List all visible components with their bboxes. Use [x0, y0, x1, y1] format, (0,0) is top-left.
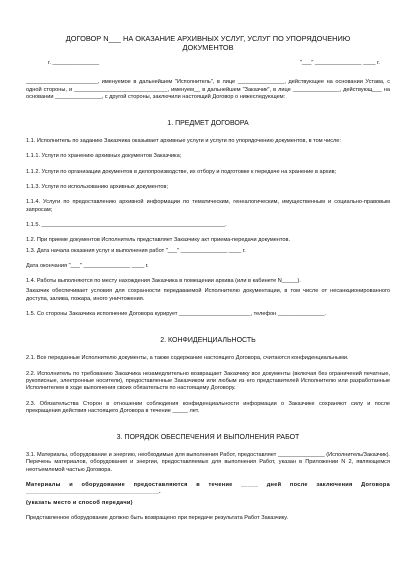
bold-paragraph: Материалы и оборудование предоставляются в течение _____ дней после заключения Договора _______________________________________. [26, 482, 390, 496]
paragraph: 1.1.5. ___________________________________________________________. [26, 221, 227, 228]
paragraph: Дата окончания "___" _______________ ____ г. [26, 262, 149, 269]
paragraph: 1.1. Исполнитель по заданию Заказчика оказывает архивные услуги и услуги по упорядочению документов, в том числе: [26, 138, 341, 145]
section-1-title: 1. ПРЕДМЕТ ДОГОВОРА [167, 120, 249, 128]
section-2-title: 2. КОНФИДЕНЦИАЛЬНОСТЬ [160, 337, 256, 345]
paragraph: Представленное оборудование должно быть возвращено при передаче результата Работ Заказчику. [26, 514, 289, 521]
date-field: "___" _______________ ____ г. [300, 60, 380, 66]
paragraph: 1.1.1. Услуги по хранению архивных документов Заказчика; [26, 153, 182, 160]
paragraph: 2.1. Все переданные Исполнителю документы, а также содержание настоящего Договора, считаются конфиденциальными. [26, 355, 349, 362]
paragraph: 2.2. Исполнитель по требованию Заказчика незамедлительно возвращает Заказчику все документы (включая без ограничений печатные, рукописные, электронные носители), предоставленные Заказчиком или любым из его представителей Исполнителю или разработанные Исполнителем в ходе выполнения своих обязательств по настоящему Договору. [26, 370, 390, 392]
paragraph: Заказчик обеспечивает условия для сохранности передаваемой Исполнителю документации, в том числе от несанкционированного доступа, залива, пожара, иного уничтожения. [26, 288, 390, 302]
paragraph: 1.3. Дата начала оказания услуг и выполнения работ "___" _______________ ____ г. [26, 247, 246, 254]
paragraph: 1.4. Работы выполняются по месту нахождения Заказчика в помещении архива (или в кабинете N_____). [26, 278, 301, 285]
intro-paragraph: _______________________, именуемое в дальнейшем "Исполнитель", в лице _______________, действующее на основании Устава, с одной стороны, и ______________________________, именуем__ в дальнейшем "Заказчик", в лице _______________, действующ___ на основании _______________, с другой стороны, заключили настоящий Договор о нижеследующем: [26, 79, 390, 100]
place-date-row [26, 60, 390, 67]
paragraph: 1.1.2. Услуги по организации документов в делопроизводстве, их отбору и подготовке к передаче на хранение в архив; [26, 168, 337, 175]
paragraph: 1.5. Со стороны Заказчика исполнение Договора курирует _______________________, телефон _______________. [26, 311, 327, 318]
section-3-title: 3. ПОРЯДОК ОБЕСПЕЧЕНИЯ И ВЫПОЛНЕНИЯ РАБОТ [116, 434, 300, 442]
paragraph: 2.3. Обязательства Сторон в отношении соблюдения конфиденциальности информации о Заказчике сохраняют силу и после прекращения действия настоящего Договора в течение _____ лет. [26, 400, 390, 414]
paragraph: 1.1.4. Услуги по предоставлению архивной информации по тематическим, генеалогическим, имущественным и социально-правовым запросам; [26, 199, 390, 213]
paragraph: 3.1. Материалы, оборудование и энергию, необходимые для выполнения Работ, предоставляет _______________ (Исполнитель/Заказчик). Перечень материалов, оборудования и энергии, предоставляемых для выполнения Работ, указан в Приложении N 2, являющемся неотъемлемой частью Договора. [26, 452, 390, 473]
paragraph: 1.2. При приеме документов Исполнитель представляет Заказчику акт приема-передачи документов. [26, 237, 291, 244]
paragraph: 1.1.3. Услуги по использованию архивных документов; [26, 184, 169, 191]
bold-note: (указать место и способ передачи) [26, 499, 133, 506]
document-title: ДОГОВОР N___ НА ОКАЗАНИЕ АРХИВНЫХ УСЛУГ, УСЛУГ ПО УПОРЯДОЧЕНИЮ ДОКУМЕНТОВ [65, 34, 351, 52]
city-field: г. _______________ [48, 60, 100, 66]
